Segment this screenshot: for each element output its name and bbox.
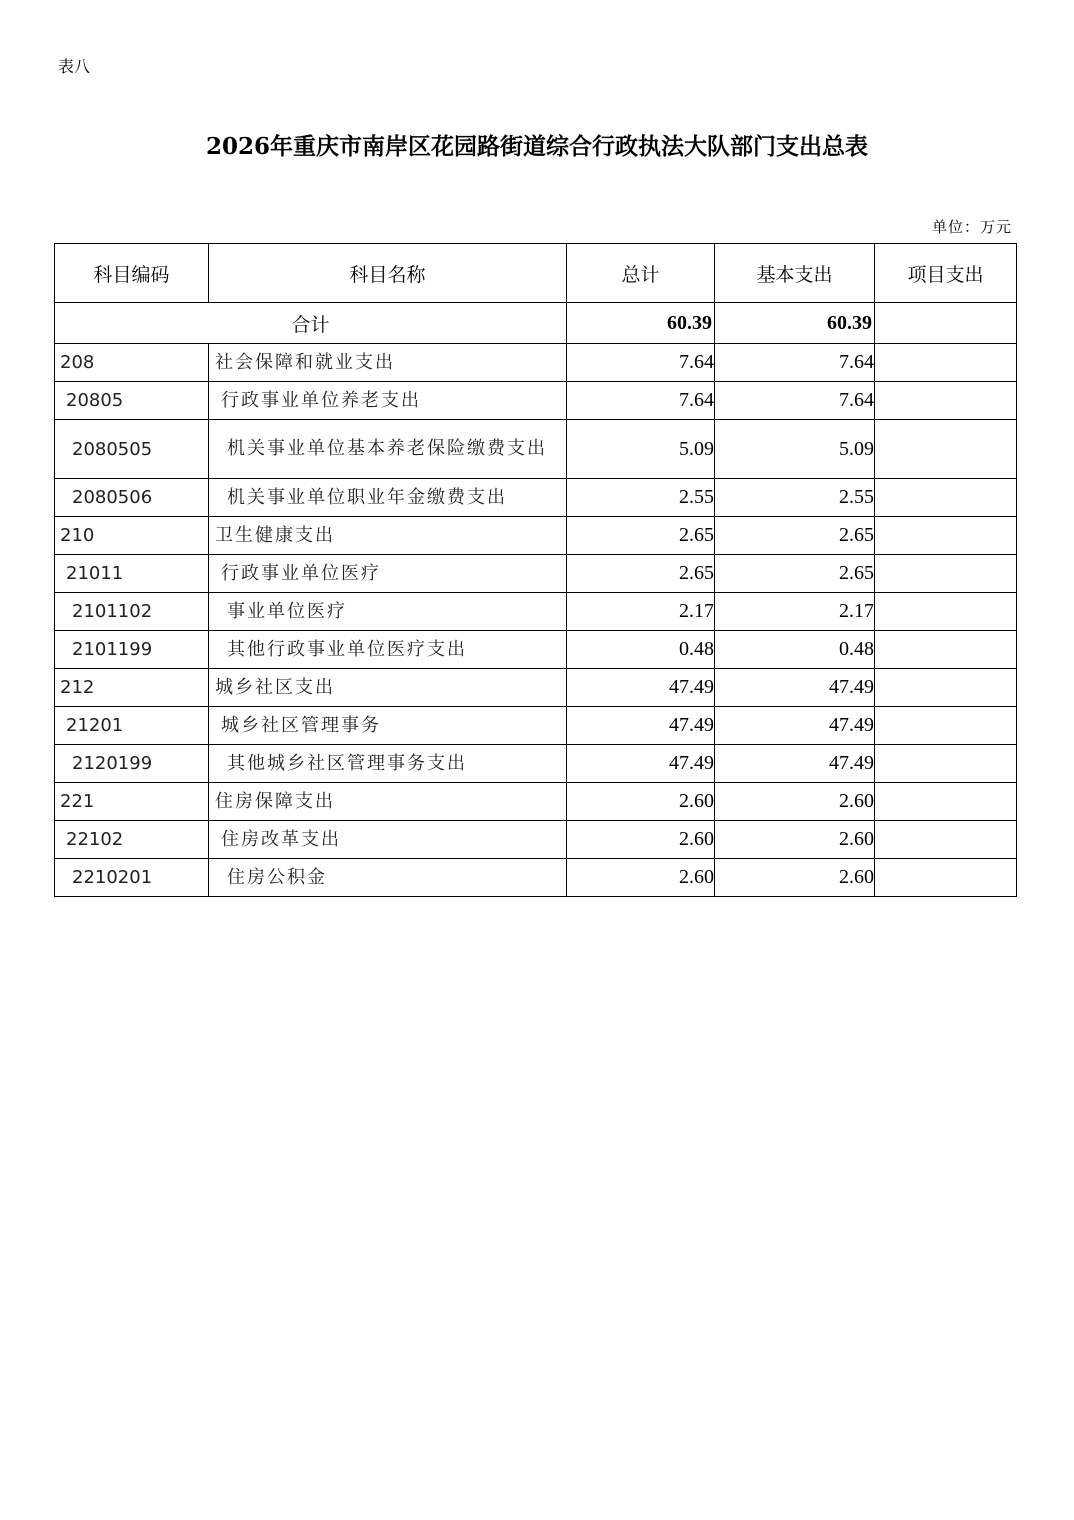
row-name: 机关事业单位职业年金缴费支出 — [209, 479, 567, 517]
row-basic: 7.64 — [715, 344, 875, 382]
row-project — [875, 669, 1017, 707]
row-basic: 7.64 — [715, 382, 875, 420]
table-row — [55, 555, 1017, 593]
row-total: 7.64 — [567, 382, 715, 420]
table-row — [55, 631, 1017, 669]
row-code: 2210201 — [55, 859, 209, 897]
row-total: 47.49 — [567, 669, 715, 707]
row-code: 21011 — [55, 555, 209, 593]
row-basic: 2.65 — [715, 555, 875, 593]
row-project — [875, 707, 1017, 745]
row-name: 其他城乡社区管理事务支出 — [209, 745, 567, 783]
row-project — [875, 859, 1017, 897]
row-name: 行政事业单位医疗 — [209, 555, 567, 593]
row-basic: 47.49 — [715, 669, 875, 707]
row-total: 47.49 — [567, 707, 715, 745]
row-project — [875, 344, 1017, 382]
row-name: 城乡社区支出 — [209, 669, 567, 707]
row-project — [875, 382, 1017, 420]
row-name: 行政事业单位养老支出 — [209, 382, 567, 420]
row-total: 2.17 — [567, 593, 715, 631]
row-code: 2080506 — [55, 479, 209, 517]
table-row — [55, 669, 1017, 707]
total-row — [55, 303, 1017, 344]
row-code: 22102 — [55, 821, 209, 859]
row-project — [875, 479, 1017, 517]
total-row-label: 合计 — [55, 303, 567, 344]
row-basic: 0.48 — [715, 631, 875, 669]
row-total: 2.65 — [567, 517, 715, 555]
table-row — [55, 859, 1017, 897]
table-row — [55, 821, 1017, 859]
table-row — [55, 420, 1017, 479]
row-name: 住房改革支出 — [209, 821, 567, 859]
row-name: 机关事业单位基本养老保险缴费支出 — [209, 420, 567, 479]
row-code: 2080505 — [55, 420, 209, 479]
row-name: 卫生健康支出 — [209, 517, 567, 555]
table-row — [55, 344, 1017, 382]
row-code: 21201 — [55, 707, 209, 745]
row-total: 0.48 — [567, 631, 715, 669]
table-header-row — [55, 244, 1017, 303]
row-total: 47.49 — [567, 745, 715, 783]
row-name: 住房保障支出 — [209, 783, 567, 821]
total-row-project — [875, 303, 1017, 344]
total-row-total: 60.39 — [567, 303, 715, 344]
column-header-project: 项目支出 — [875, 244, 1017, 303]
total-row-basic: 60.39 — [715, 303, 875, 344]
row-project — [875, 745, 1017, 783]
row-project — [875, 783, 1017, 821]
row-basic: 2.17 — [715, 593, 875, 631]
table-row — [55, 593, 1017, 631]
row-project — [875, 555, 1017, 593]
row-code: 221 — [55, 783, 209, 821]
table-row — [55, 783, 1017, 821]
row-project — [875, 517, 1017, 555]
row-total: 2.60 — [567, 783, 715, 821]
row-basic: 2.60 — [715, 859, 875, 897]
row-total: 2.65 — [567, 555, 715, 593]
row-basic: 2.55 — [715, 479, 875, 517]
column-header-code: 科目编码 — [55, 244, 209, 303]
row-name: 城乡社区管理事务 — [209, 707, 567, 745]
row-name: 其他行政事业单位医疗支出 — [209, 631, 567, 669]
column-header-total: 总计 — [567, 244, 715, 303]
row-code: 2101199 — [55, 631, 209, 669]
row-basic: 5.09 — [715, 420, 875, 479]
row-name: 事业单位医疗 — [209, 593, 567, 631]
row-project — [875, 821, 1017, 859]
column-header-basic: 基本支出 — [715, 244, 875, 303]
row-code: 2101102 — [55, 593, 209, 631]
table-row — [55, 707, 1017, 745]
unit-label: 单位：万元 — [931, 218, 1012, 236]
row-name: 社会保障和就业支出 — [209, 344, 567, 382]
table-number-label: 表八 — [58, 57, 91, 76]
row-code: 208 — [55, 344, 209, 382]
column-header-name: 科目名称 — [209, 244, 567, 303]
row-code: 212 — [55, 669, 209, 707]
row-basic: 2.60 — [715, 821, 875, 859]
row-basic: 47.49 — [715, 745, 875, 783]
row-total: 2.60 — [567, 821, 715, 859]
table-row — [55, 745, 1017, 783]
table-row — [55, 479, 1017, 517]
row-code: 2120199 — [55, 745, 209, 783]
row-basic: 2.60 — [715, 783, 875, 821]
row-basic: 2.65 — [715, 517, 875, 555]
row-total: 7.64 — [567, 344, 715, 382]
row-basic: 47.49 — [715, 707, 875, 745]
row-total: 2.55 — [567, 479, 715, 517]
page-title: 2026年重庆市南岸区花园路街道综合行政执法大队部门支出总表 — [205, 133, 868, 160]
row-code: 20805 — [55, 382, 209, 420]
table-row — [55, 517, 1017, 555]
expenditure-table — [54, 243, 1017, 897]
row-code: 210 — [55, 517, 209, 555]
row-total: 5.09 — [567, 420, 715, 479]
table-row — [55, 382, 1017, 420]
row-project — [875, 420, 1017, 479]
row-project — [875, 593, 1017, 631]
row-project — [875, 631, 1017, 669]
row-name: 住房公积金 — [209, 859, 567, 897]
row-total: 2.60 — [567, 859, 715, 897]
